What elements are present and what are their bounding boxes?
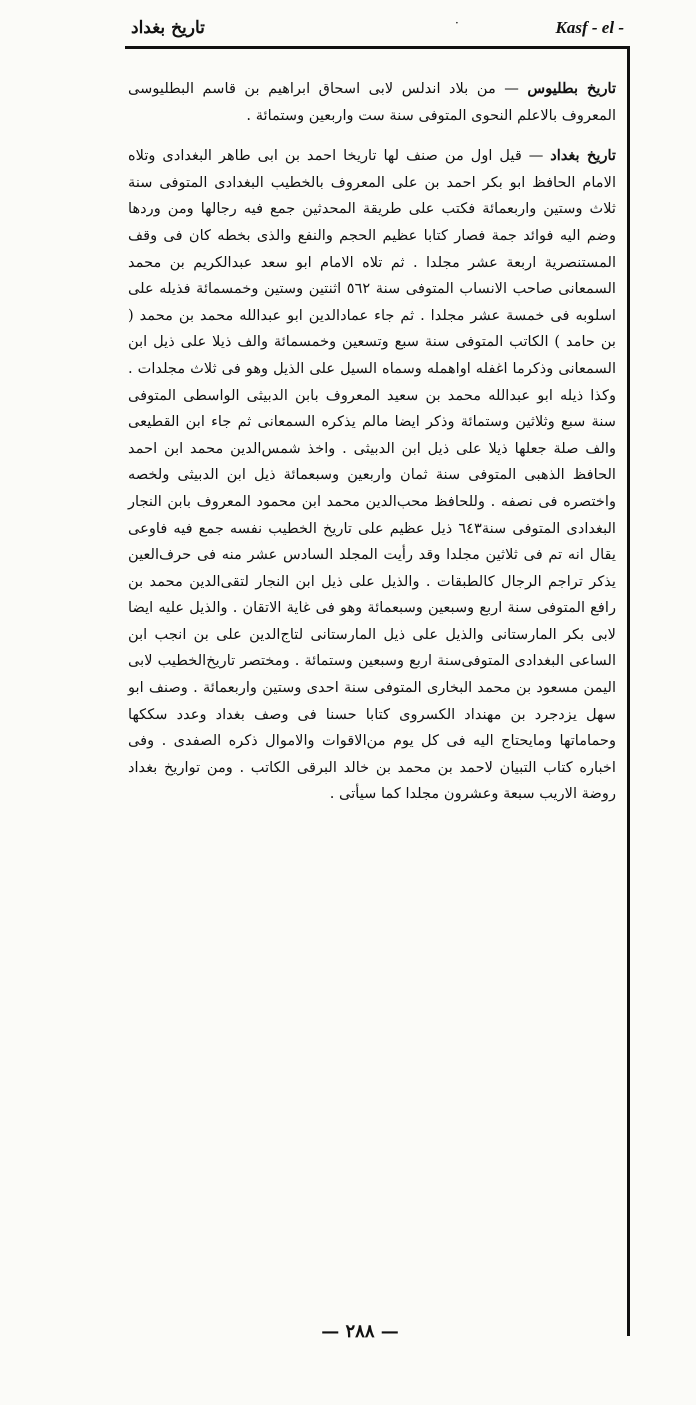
entry-lemma: تاريخ بغداد bbox=[550, 147, 616, 165]
body-text bbox=[128, 76, 616, 808]
header-mark: · bbox=[455, 16, 459, 30]
header-running-head: Kasf - el - bbox=[555, 18, 624, 37]
entry-paragraph bbox=[128, 143, 616, 808]
page-header bbox=[125, 14, 630, 44]
header-rule bbox=[125, 46, 630, 49]
entry-text: — قيل اول من صنف لها تاريخا احمد بن ابى طاهر البغدادى وتلاه الامام الحافظ ابو بكر احمد بن على المعروف بالخطيب البغدادى المتوفى سنة ثلاث وستين واربعمائة فكتب على طريقة المحدثين جمع فيه رجالها ومن وردها وضم اليه فوائد جمة فصار كتابا عظيم الحجم والنفع والذى بخطه كان فى وقف المستنصرية اربعة عشر مجلدا . ثم تلاه الامام ابو سعد عبدالكريم بن محمد السمعانى صاحب الانساب المتوفى سنة ٥٦٢ اثنتين وستين وخمسمائة فذيله على اسلوبه فى خمسة عشر مجلدا . ثم جاء عمادالدين ابو عبدالله محمد بن محمد ( بن حامد ) الكاتب المتوفى سنة سبع وتسعين وخمسمائة والف ذيلا على ذيل ابن السمعانى وذكرما اغفله اواهمله وسماه السيل على الذيل وهو فى ثلاث مجلدات . وكذا ذيله ابو عبدالله محمد بن سعيد المعروف بابن الدبيثى الواسطى المتوفى سنة سبع وثلاثين وستمائة وذكر ايضا مالم يذكره السمعانى ثم جاء ابن القطيعى والف صلة جعلها ذيلا على ذيل ابن الدبيثى . واخذ شمس‌الدين محمد ابن احمد الحافظ الذهبى المتوفى سنة ثمان واربعين وسبعمائة ذيل ابن الدبيثى ولخصه واختصره فى نصفه . وللحافظ محب‌الدين محمد ابن محمود المعروف بابن النجار البغدادى المتوفى سنة٦٤٣ ذيل عظيم على تاريخ الخطيب نفسه جمع فيه فاوعى يقال انه تم فى ثلاثين مجلدا وقد رأيت المجلد السادس عشر منه فى حرف‌العين يذكر تراجم الرجال كالطبقات . والذيل على ذيل ابن النجار لتقى‌الدين محمد بن رافع المتوفى سنة اربع وسبعين وسبعمائة وهو فى غاية الاتقان . والذيل عليه ايضا لابى بكر المارستانى والذيل على ذيل المارستانى لتاج‌الدين على بن انجب ابن الساعى البغدادى المتوفى‌سنة اربع وسبعين وستمائة . ومختصر تاريخ‌الخطيب لابى اليمن مسعود بن محمد البخارى المتوفى سنة احدى وستين واربعمائة . وصنف ابو سهل يزدجرد بن مهنداد الكسروى كتابا حسنا فى وصف بغداد وعدد سككها وحماماتها ومايحتاج اليه فى كل يوم من‌الاقوات والاموال ذكره الصفدى . وفى اخباره كتاب التبيان لاحمد بن محمد بن خالد البرقى الكاتب . ومن تواريخ بغداد روضة الاريب سبعة وعشرون مجلدا كما سيأتى . bbox=[128, 147, 616, 803]
header-arabic-title: تاريخ بغداد bbox=[131, 18, 205, 38]
page-number: — ٢٨٨ — bbox=[321, 1321, 399, 1342]
entry-paragraph bbox=[128, 76, 616, 129]
entry-lemma: تاريخ بطليوس bbox=[527, 80, 617, 97]
entry-text: — من بلاد اندلس لابى اسحاق ابراهيم بن قاسم البطليوسى المعروف بالاعلم النحوى المتوفى سنة ست واربعين وستمائة . bbox=[128, 80, 616, 124]
margin-rule bbox=[627, 46, 630, 1336]
